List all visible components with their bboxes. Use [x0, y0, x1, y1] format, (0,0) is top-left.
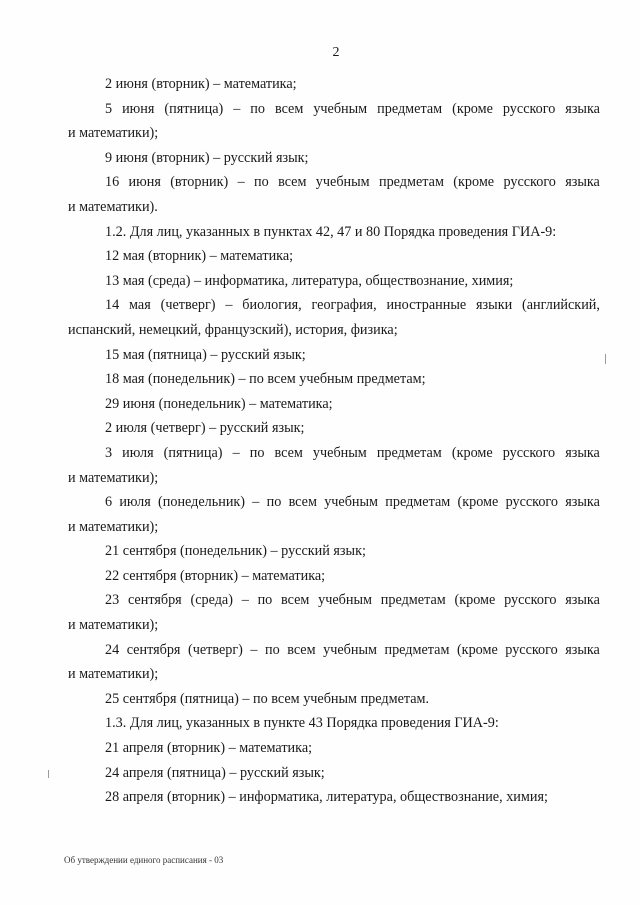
word: (кроме: [452, 100, 493, 117]
word: (понедельник): [158, 494, 246, 511]
word: языка: [565, 494, 600, 511]
word: русского: [502, 100, 556, 117]
document-body: [68, 72, 600, 810]
word: по: [250, 100, 265, 117]
schedule-line: [68, 441, 600, 466]
schedule-line: 12 мая (вторник) – математика;: [105, 248, 294, 265]
word: всем: [288, 494, 317, 511]
word: сентября: [127, 592, 182, 609]
word: учебным: [324, 494, 379, 511]
word: русского: [505, 494, 558, 511]
word: предметам: [385, 494, 451, 511]
word: русского: [505, 641, 558, 658]
schedule-line: 2 июля (четверг) – русский язык;: [105, 420, 305, 437]
word: 5: [105, 100, 113, 117]
word: –: [233, 100, 241, 117]
word: учебным: [318, 592, 373, 609]
word: (четверг): [160, 297, 216, 314]
word: 24: [105, 641, 120, 658]
word: по: [265, 641, 280, 658]
word: предметам: [384, 641, 450, 658]
word: русского: [504, 592, 557, 609]
word: (вторник): [170, 174, 229, 191]
word: июля: [119, 494, 151, 511]
word: предметам: [376, 444, 442, 461]
schedule-line: [68, 490, 600, 515]
word: всем: [274, 444, 303, 461]
word: языки: [476, 297, 513, 314]
word: –: [225, 297, 233, 314]
schedule-line-continuation: испанский, немецкий, французский), история, физика;: [68, 321, 398, 338]
schedule-line: 22 сентября (вторник) – математика;: [105, 567, 326, 584]
schedule-line: 15 мая (пятница) – русский язык;: [105, 346, 306, 363]
word: 6: [105, 494, 113, 511]
word: по: [266, 494, 282, 511]
word: учебным: [313, 100, 368, 117]
word: учебным: [315, 174, 370, 191]
schedule-line: [68, 293, 600, 318]
word: языка: [565, 444, 600, 461]
schedule-line-continuation: и математики);: [68, 469, 159, 486]
word: (среда): [190, 592, 233, 609]
word: –: [232, 444, 240, 461]
schedule-line-continuation: и математики);: [68, 666, 159, 683]
word: июня: [128, 174, 161, 191]
schedule-line: 21 апреля (вторник) – математика;: [105, 740, 313, 757]
schedule-line: 18 мая (понедельник) – по всем учебным предметам;: [105, 371, 426, 388]
schedule-line: [68, 170, 600, 195]
schedule-line: 9 июня (вторник) – русский язык;: [105, 149, 309, 166]
word: всем: [281, 592, 310, 609]
schedule-line: 25 сентября (пятница) – по всем учебным предметам.: [105, 690, 430, 707]
scan-speck: [605, 354, 606, 364]
word: биология,: [242, 297, 302, 314]
word: –: [250, 641, 258, 658]
word: 14: [105, 297, 120, 314]
word: 16: [105, 174, 120, 191]
word: по: [254, 174, 269, 191]
word: 3: [105, 444, 113, 461]
word: предметам: [379, 174, 444, 191]
word: 23: [105, 592, 120, 609]
word: учебным: [312, 444, 367, 461]
word: всем: [274, 100, 304, 117]
schedule-line: [68, 588, 600, 613]
schedule-line: 29 июня (понедельник) – математика;: [105, 395, 333, 412]
word: русского: [502, 444, 556, 461]
word: –: [237, 174, 245, 191]
word: учебным: [323, 641, 377, 658]
word: всем: [278, 174, 307, 191]
word: предметам: [377, 100, 443, 117]
word: языка: [565, 641, 600, 658]
word: июня: [122, 100, 155, 117]
section-heading: 1.2. Для лиц, указанных в пунктах 42, 47 и 80 Порядка проведения ГИА-9:: [105, 223, 557, 240]
word: (кроме: [453, 174, 495, 191]
word: (пятница): [163, 444, 223, 461]
word: языка: [565, 174, 600, 191]
word: июля: [122, 444, 154, 461]
page-number: 2: [332, 45, 340, 60]
word: (кроме: [454, 592, 496, 609]
word: русского: [503, 174, 556, 191]
schedule-line-continuation: и математики);: [68, 617, 159, 634]
schedule-line: 24 апреля (пятница) – русский язык;: [105, 764, 325, 781]
word: (кроме: [456, 641, 498, 658]
word: предметам: [380, 592, 446, 609]
word: по: [249, 444, 265, 461]
word: иностранные: [386, 297, 467, 314]
word: всем: [287, 641, 316, 658]
section-heading: 1.3. Для лиц, указанных в пункте 43 Порядка проведения ГИА-9:: [105, 715, 499, 732]
word: –: [241, 592, 249, 609]
scan-speck: [48, 770, 49, 778]
word: география,: [311, 297, 377, 314]
schedule-line-continuation: и математики).: [68, 198, 158, 215]
word: (пятница): [164, 100, 224, 117]
schedule-line: 28 апреля (вторник) – информатика, литература, обществознание, химия;: [105, 789, 548, 806]
word: (кроме: [457, 494, 499, 511]
schedule-line-continuation: и математики);: [68, 518, 159, 535]
schedule-line: 21 сентября (понедельник) – русский язык;: [105, 543, 366, 560]
word: сентября: [126, 641, 181, 658]
schedule-line: [68, 638, 600, 663]
word: (кроме: [451, 444, 493, 461]
document-footer: Об утверждении единого расписания - 03: [64, 855, 224, 865]
schedule-line: [68, 97, 600, 122]
word: по: [257, 592, 273, 609]
word: мая: [129, 297, 151, 314]
schedule-line: 13 мая (среда) – информатика, литература, обществознание, химия;: [105, 272, 514, 289]
word: языка: [565, 100, 600, 117]
schedule-line: 2 июня (вторник) – математика;: [105, 76, 297, 92]
word: языка: [565, 592, 600, 609]
word: (четверг): [187, 641, 243, 658]
schedule-line-continuation: и математики);: [68, 125, 159, 142]
word: (английский,: [522, 297, 600, 314]
word: –: [252, 494, 260, 511]
